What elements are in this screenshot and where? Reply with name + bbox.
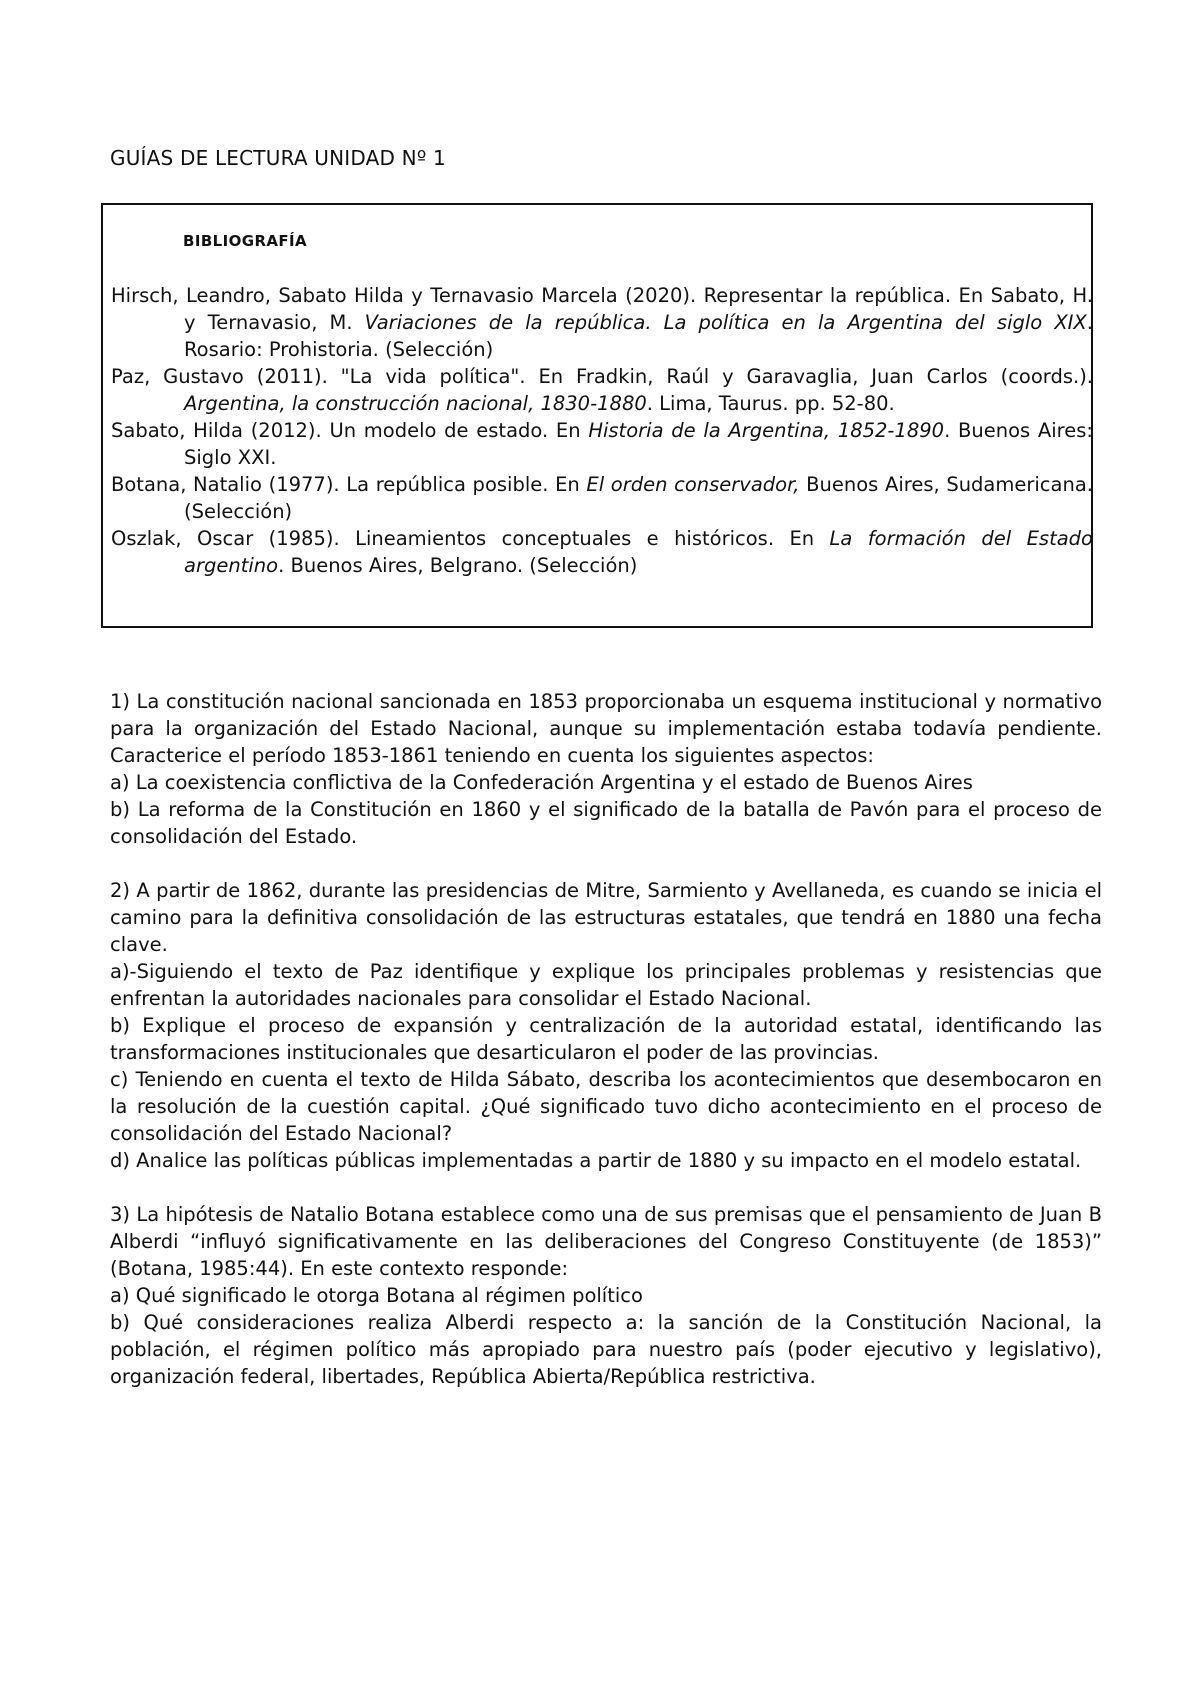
entry-title: Variaciones de la república. La política en la Argentina del siglo XIX xyxy=(364,311,1087,334)
entry-title: El orden conservador, xyxy=(586,473,800,496)
question-3-item-a: a) Qué significado le otorga Botana al régimen político xyxy=(110,1284,643,1307)
entry-text: . Rosario: Prohistoria. (Selección) xyxy=(184,311,1093,361)
bibliography-entry xyxy=(111,282,1093,363)
entry-title: Argentina, la construcción nacional, 1830-1880 xyxy=(184,392,647,415)
entry-text: Botana, Natalio (1977). La república posible. En xyxy=(111,473,587,496)
bibliography-entry xyxy=(111,417,1093,471)
entry-text: Sabato, Hilda (2012). Un modelo de estado. En xyxy=(111,419,589,442)
entry-text: . Lima, Taurus. pp. 52-80. xyxy=(646,392,895,415)
question-1-intro: 1) La constitución nacional sancionada en 1853 proporcionaba un esquema institucional y normativo para la organización del Estado Nacional, aunque su implementación estaba todavía pendiente. Caracterice el período 1853-1861 teniendo en cuenta los siguientes aspectos: xyxy=(110,690,1102,767)
question-2-item-a: a)-Siguiendo el texto de Paz identifique y explique los principales problemas y resistencias que enfrentan la autoridades nacionales para consolidar el Estado Nacional. xyxy=(110,960,1102,1010)
question-1-item-a: a) La coexistencia conflictiva de la Confederación Argentina y el estado de Buenos Aires xyxy=(110,771,973,794)
question-3-item-b: b) Qué consideraciones realiza Alberdi respecto a: la sanción de la Constitución Nacional, la población, el régimen político más apropiado para nuestro país (poder ejecutivo y legislativo), organización federal, libertades, República Abierta/República restrictiva. xyxy=(110,1311,1102,1388)
question-3-intro: 3) La hipótesis de Natalio Botana establece como una de sus premisas que el pensamiento de Juan B Alberdi “influyó significativamente en las deliberaciones del Congreso Constituyente (de 1853)” (Botana, 1985:44). En este contexto responde: xyxy=(110,1203,1102,1280)
question-2-item-c: c) Teniendo en cuenta el texto de Hilda Sábato, describa los acontecimientos que desembocaron en la resolución de la cuestión capital. ¿Qué significado tuvo dicho acontecimiento en el proceso de consolidación del Estado Nacional? xyxy=(110,1068,1102,1145)
bibliography-list xyxy=(111,282,1093,579)
entry-title: Historia de la Argentina, 1852-1890 xyxy=(588,419,945,442)
bibliography-box xyxy=(101,203,1093,628)
spacer xyxy=(110,1174,1102,1201)
question-2-item-d: d) Analice las políticas públicas implementadas a partir de 1880 y su impacto en el modelo estatal. xyxy=(110,1149,1082,1172)
entry-text: . Buenos Aires, Belgrano. (Selección) xyxy=(278,554,638,577)
entry-text: Buenos Aires, Sudamericana. (Selección) xyxy=(184,473,1093,523)
entry-text: Hirsch, Leandro, Sabato Hilda y Ternavasio Marcela (2020). Representar la república. En Sabato, H. y Ternavasio, M. xyxy=(111,284,1093,334)
page-title: GUÍAS DE LECTURA UNIDAD Nº 1 xyxy=(110,146,446,170)
bibliography-entry xyxy=(111,363,1093,417)
entry-text: Oszlak, Oscar (1985). Lineamientos conceptuales e históricos. En xyxy=(111,527,830,550)
bibliography-entry xyxy=(111,471,1093,525)
question-1-item-b: b) La reforma de la Constitución en 1860 y el significado de la batalla de Pavón para el proceso de consolidación del Estado. xyxy=(110,798,1102,848)
bibliography-entry xyxy=(111,525,1093,579)
question-2-intro: 2) A partir de 1862, durante las presidencias de Mitre, Sarmiento y Avellaneda, es cuando se inicia el camino para la definitiva consolidación de las estructuras estatales, que tendrá en 1880 una fecha clave. xyxy=(110,879,1102,956)
bibliography-heading: BIBLIOGRAFÍA xyxy=(183,232,308,250)
question-2-item-b: b) Explique el proceso de expansión y centralización de la autoridad estatal, identificando las transformaciones institucionales que desarticularon el poder de las provincias. xyxy=(110,1014,1102,1064)
entry-title: La formación del Estado argentino xyxy=(184,527,1093,577)
entry-text: Paz, Gustavo (2011). "La vida política". En Fradkin, Raúl y Garavaglia, Juan Carlos (coords.). xyxy=(111,365,1093,388)
spacer xyxy=(110,850,1102,877)
entry-text: . Buenos Aires: Siglo XXI. xyxy=(184,419,1093,469)
questions-section xyxy=(110,688,1102,1390)
